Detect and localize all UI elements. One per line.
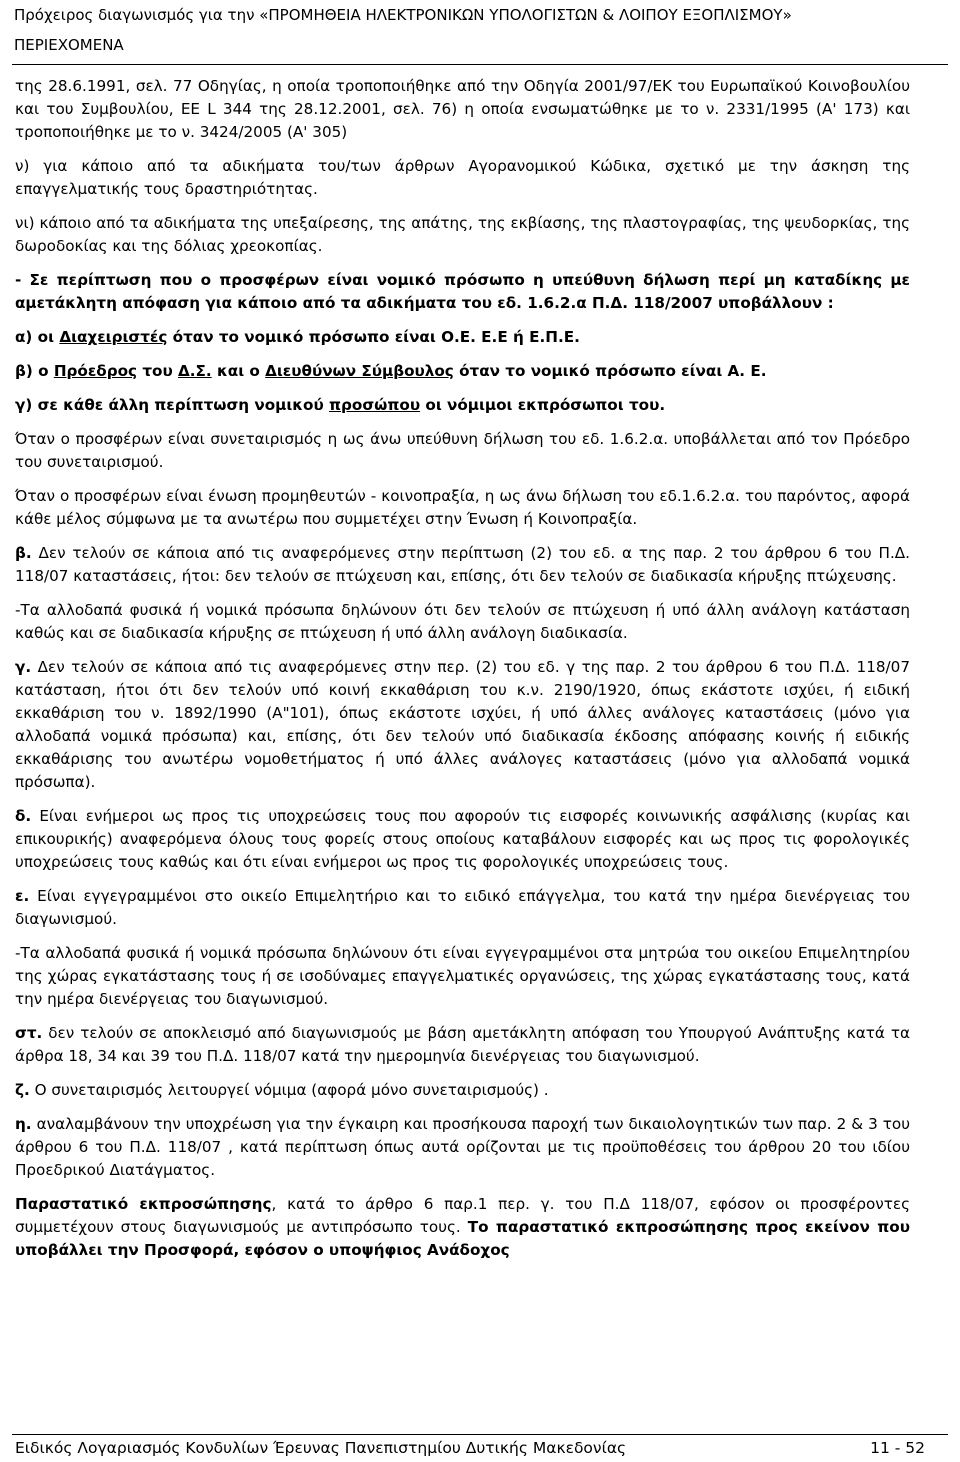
paragraph: γ. Δεν τελούν σε κάποια από τις αναφερόμενες στην περ. (2) του εδ. γ της παρ. 2 του άρθρου 6 του Π.Δ. 118/07 κατάσταση, ήτοι ότι δεν τελούν υπό κοινή εκκαθάριση του κ.ν. 2190/1920, όπως εκάστοτε ισχύει, ή ειδική εκκαθάριση του ν. 1892/1990 (Α"101), όπως εκάστοτε ισχύει, ή υπό άλλες ανάλογες καταστάσεις (μόνο για αλλοδαπά νομικά πρόσωπα) και, επίσης, ότι δεν τελούν υπό διαδικασία έκδοσης απόφασης κοινής ή ειδικής εκκαθάρισης του ανωτέρω νομοθετήματος ή υπό άλλες ανάλογες καταστάσεις (μόνο για αλλοδαπά νομικά πρόσωπα). [15,658,910,791]
header-divider [12,64,948,65]
paragraph: ζ. Ο συνεταιρισμός λειτουργεί νόμιμα (αφορά μόνο συνεταιρισμούς) . [15,1081,549,1099]
paragraph: β) ο Πρόεδρος του Δ.Σ. και ο Διευθύνων Σύμβουλος όταν το νομικό πρόσωπο είναι Α. Ε. [15,362,767,380]
section-label: ΠΕΡΙΕΧΟΜΕΝΑ [14,36,124,54]
paragraph: α) οι Διαχειριστές όταν το νομικό πρόσωπο είναι Ο.Ε. Ε.Ε ή Ε.Π.Ε. [15,328,580,346]
page-header [14,4,946,56]
paragraph: ε. Είναι εγγεγραμμένοι στο οικείο Επιμελητήριο και το ειδικό επάγγελμα, του κατά την ημέρα διενέργειας του διαγωνισμού. [15,887,910,928]
paragraph: - Σε περίπτωση που ο προσφέρων είναι νομικό πρόσωπο η υπεύθυνη δήλωση περί μη καταδίκης με αμετάκλητη απόφαση για κάποιο από τα αδικήματα του εδ. 1.6.2.α Π.Δ. 118/2007 υποβάλλουν : [15,271,910,312]
paragraph: -Τα αλλοδαπά φυσικά ή νομικά πρόσωπα δηλώνουν ότι δεν τελούν σε πτώχευση ή υπό άλλη ανάλογη κατάσταση καθώς και σε διαδικασία κήρυξης σε πτώχευση ή υπό άλλη ανάλογη διαδικασία. [15,601,910,642]
paragraph: ν) για κάποιο από τα αδικήματα του/των άρθρων Αγορανομικού Κώδικα, σχετικό με την άσκηση της επαγγελματικής τους δραστηριότητας. [15,157,910,198]
paragraph: γ) σε κάθε άλλη περίπτωση νομικού προσώπου οι νόμιμοι εκπρόσωποι του. [15,396,666,414]
paragraph: Όταν ο προσφέρων είναι ένωση προμηθευτών - κοινοπραξία, η ως άνω δήλωση του εδ.1.6.2.α. του παρόντος, αφορά κάθε μέλος σύμφωνα με τα ανωτέρω που συμμετέχει στην Ένωση ή Κοινοπραξία. [15,487,910,528]
footer-divider [12,1434,948,1435]
page-number: 11 - 52 [870,1439,925,1457]
paragraph: στ. δεν τελούν σε αποκλεισμό από διαγωνισμούς με βάση αμετάκλητη απόφαση του Υπουργού Ανάπτυξης κατά τα άρθρα 18, 34 και 39 του Π.Δ. 118/07 κατά την ημερομηνία διενέργειας του διαγωνισμού. [15,1024,910,1065]
document-body [15,75,910,1262]
paragraph: της 28.6.1991, σελ. 77 Οδηγίας, η οποία τροποποιήθηκε από την Οδηγία 2001/97/ΕΚ του Ευρωπαϊκού Κοινοβουλίου και του Συμβουλίου, ΕΕ L 344 της 28.12.2001, σελ. 76) η οποία ενσωματώθηκε με το ν. 2331/1995 (Α' 173) και τροποποιήθηκε με το ν. 3424/2005 (Α' 305) [15,77,910,141]
footer-organization: Ειδικός Λογαριασμός Κονδυλίων Έρευνας Πανεπιστημίου Δυτικής Μακεδονίας [15,1439,627,1457]
paragraph: -Τα αλλοδαπά φυσικά ή νομικά πρόσωπα δηλώνουν ότι είναι εγγεγραμμένοι στα μητρώα του οικείου Επιμελητηρίου της χώρας εγκατάστασης τους ή σε ισοδύναμες επαγγελματικές οργανώσεις, της χώρας εγκατάστασης τους, κατά την ημέρα διενέργειας του διαγωνισμού. [15,944,910,1008]
document-title: Πρόχειρος διαγωνισμός για την «ΠΡΟΜΗΘΕΙΑ ΗΛΕΚΤΡΟΝΙΚΩΝ ΥΠΟΛΟΓΙΣΤΩΝ & ΛΟΙΠΟΥ ΕΞΟΠΛΙΣΜΟΥ» [14,6,792,24]
paragraph: Παραστατικό εκπροσώπησης, κατά το άρθρο 6 παρ.1 περ. γ. του Π.Δ 118/07, εφόσον οι προσφέροντες συμμετέχουν στους διαγωνισμούς με αντιπρόσωπο τους. Το παραστατικό εκπροσώπησης προς εκείνον που υποβάλλει την Προσφορά, εφόσον ο υποψήφιος Ανάδοχος [15,1195,910,1259]
paragraph: η. αναλαμβάνουν την υποχρέωση για την έγκαιρη και προσήκουσα παροχή των δικαιολογητικών των παρ. 2 & 3 του άρθρου 6 του Π.Δ. 118/07 , κατά περίπτωση όπως αυτά ορίζονται με τις προϋποθέσεις του άρθρου 20 του ιδίου Προεδρικού Διατάγματος. [15,1115,910,1179]
paragraph: δ. Είναι ενήμεροι ως προς τις υποχρεώσεις τους που αφορούν τις εισφορές κοινωνικής ασφάλισης (κυρίας και επικουρικής) αναφερόμενα όλους τους φορείς στους οποίους καταβάλουν εισφορές και ως προς τις φορολογικές υποχρεώσεις τους καθώς και ότι είναι ενήμεροι ως προς τις φορολογικές υποχρεώσεις τους. [15,807,910,871]
paragraph: Όταν ο προσφέρων είναι συνεταιρισμός η ως άνω υπεύθυνη δήλωση του εδ. 1.6.2.α. υποβάλλεται από τον Πρόεδρο του συνεταιρισμού. [15,430,910,471]
paragraph: νι) κάποιο από τα αδικήματα της υπεξαίρεσης, της απάτης, της εκβίασης, της πλαστογραφίας, της ψευδορκίας, της δωροδοκίας και της δόλιας χρεοκοπίας. [15,214,910,255]
paragraph: β. Δεν τελούν σε κάποια από τις αναφερόμενες στην περίπτωση (2) του εδ. α της παρ. 2 του άρθρου 6 του Π.Δ. 118/07 καταστάσεις, ήτοι: δεν τελούν σε πτώχευση και, επίσης, ότι δεν τελούν σε διαδικασία κήρυξης πτώχευσης. [15,544,910,585]
page-footer [15,1437,925,1459]
